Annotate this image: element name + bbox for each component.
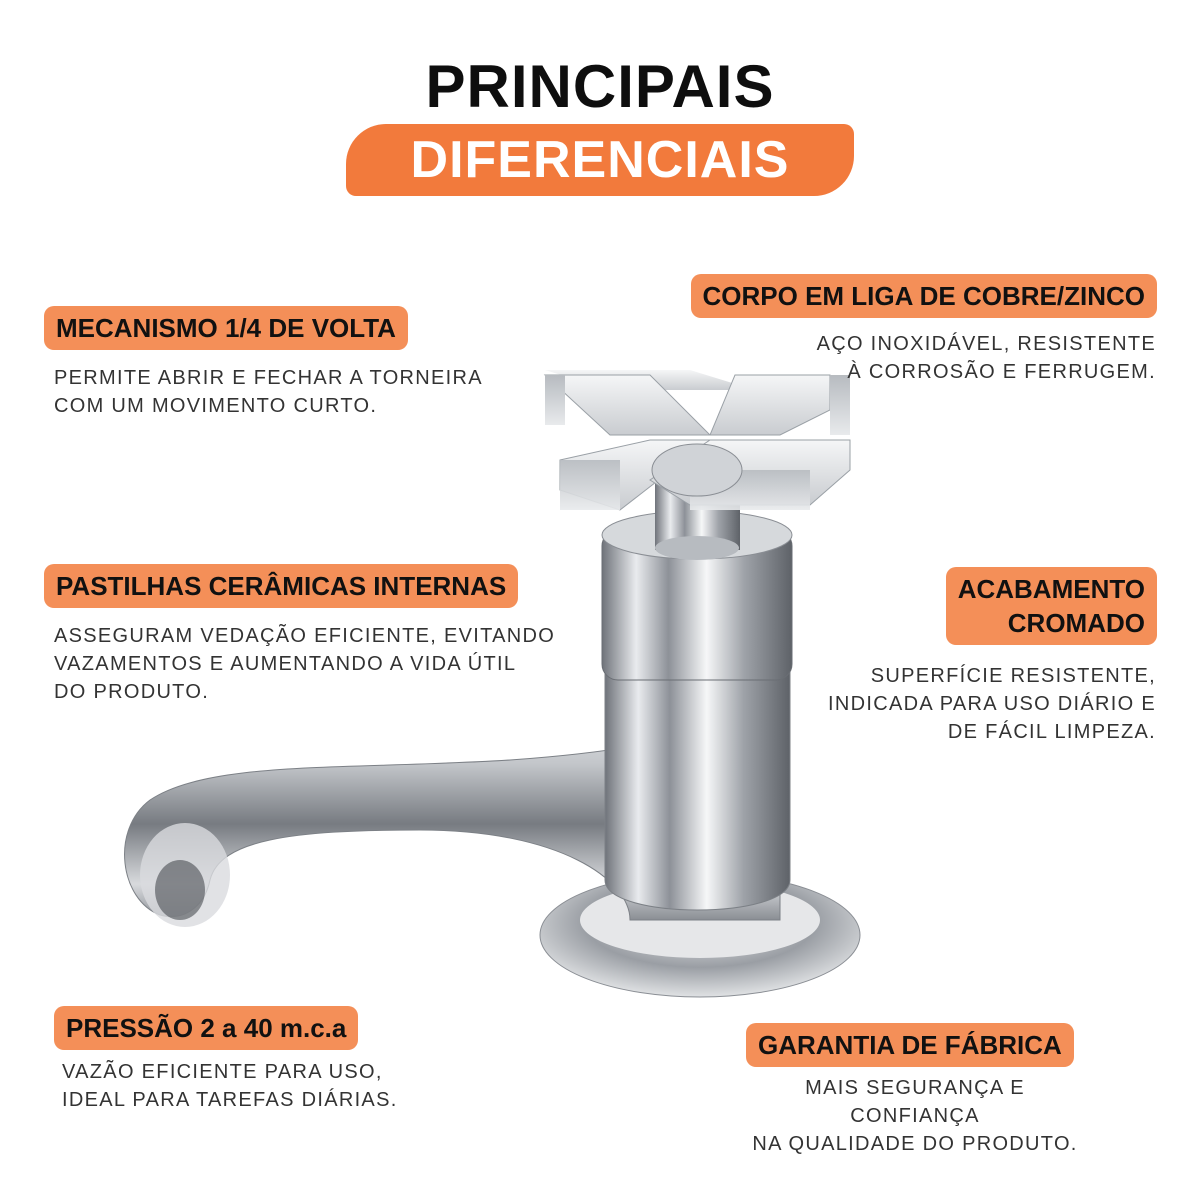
page-subtitle-pill: DIFERENCIAIS: [346, 124, 854, 196]
badge-pressao: PRESSÃO 2 a 40 m.c.a: [54, 1006, 358, 1050]
badge-line: CROMADO: [1007, 608, 1145, 638]
badge-line: ACABAMENTO: [957, 574, 1145, 604]
desc-line: AÇO INOXIDÁVEL, RESISTENTE: [816, 333, 1156, 355]
desc-line: NA QUALIDADE DO PRODUTO.: [752, 1133, 1078, 1155]
desc-line: À CORROSÃO E FERRUGEM.: [847, 361, 1156, 383]
desc-corpo: [817, 330, 1156, 386]
desc-line: DO PRODUTO.: [54, 681, 210, 703]
badge-corpo: CORPO EM LIGA DE COBRE/ZINCO: [691, 274, 1158, 318]
desc-line: COM UM MOVIMENTO CURTO.: [54, 395, 378, 417]
desc-pastilhas: [54, 622, 555, 706]
desc-line: VAZÃO EFICIENTE PARA USO,: [62, 1061, 383, 1083]
desc-line: ASSEGURAM VEDAÇÃO EFICIENTE, EVITANDO: [54, 625, 556, 647]
badge-mecanismo: MECANISMO 1/4 DE VOLTA: [44, 306, 408, 350]
page-title: PRINCIPAIS: [425, 53, 775, 120]
desc-line: VAZAMENTOS E AUMENTANDO A VIDA ÚTIL: [54, 653, 517, 675]
desc-line: SUPERFÍCIE RESISTENTE,: [870, 665, 1156, 687]
desc-line: PERMITE ABRIR E FECHAR A TORNEIRA: [54, 367, 483, 389]
badge-acabamento: [946, 567, 1157, 645]
desc-mecanismo: [54, 364, 483, 420]
desc-line: IDEAL PARA TAREFAS DIÁRIAS.: [62, 1089, 398, 1111]
desc-garantia: [740, 1074, 1090, 1158]
desc-line: MAIS SEGURANÇA E CONFIANÇA: [805, 1077, 1025, 1127]
badge-pastilhas: PASTILHAS CERÂMICAS INTERNAS: [44, 564, 518, 608]
badge-garantia: GARANTIA DE FÁBRICA: [746, 1023, 1074, 1067]
desc-line: DE FÁCIL LIMPEZA.: [947, 721, 1156, 743]
desc-pressao: [62, 1058, 398, 1114]
desc-line: INDICADA PARA USO DIÁRIO E: [828, 693, 1156, 715]
desc-acabamento: [828, 662, 1156, 746]
